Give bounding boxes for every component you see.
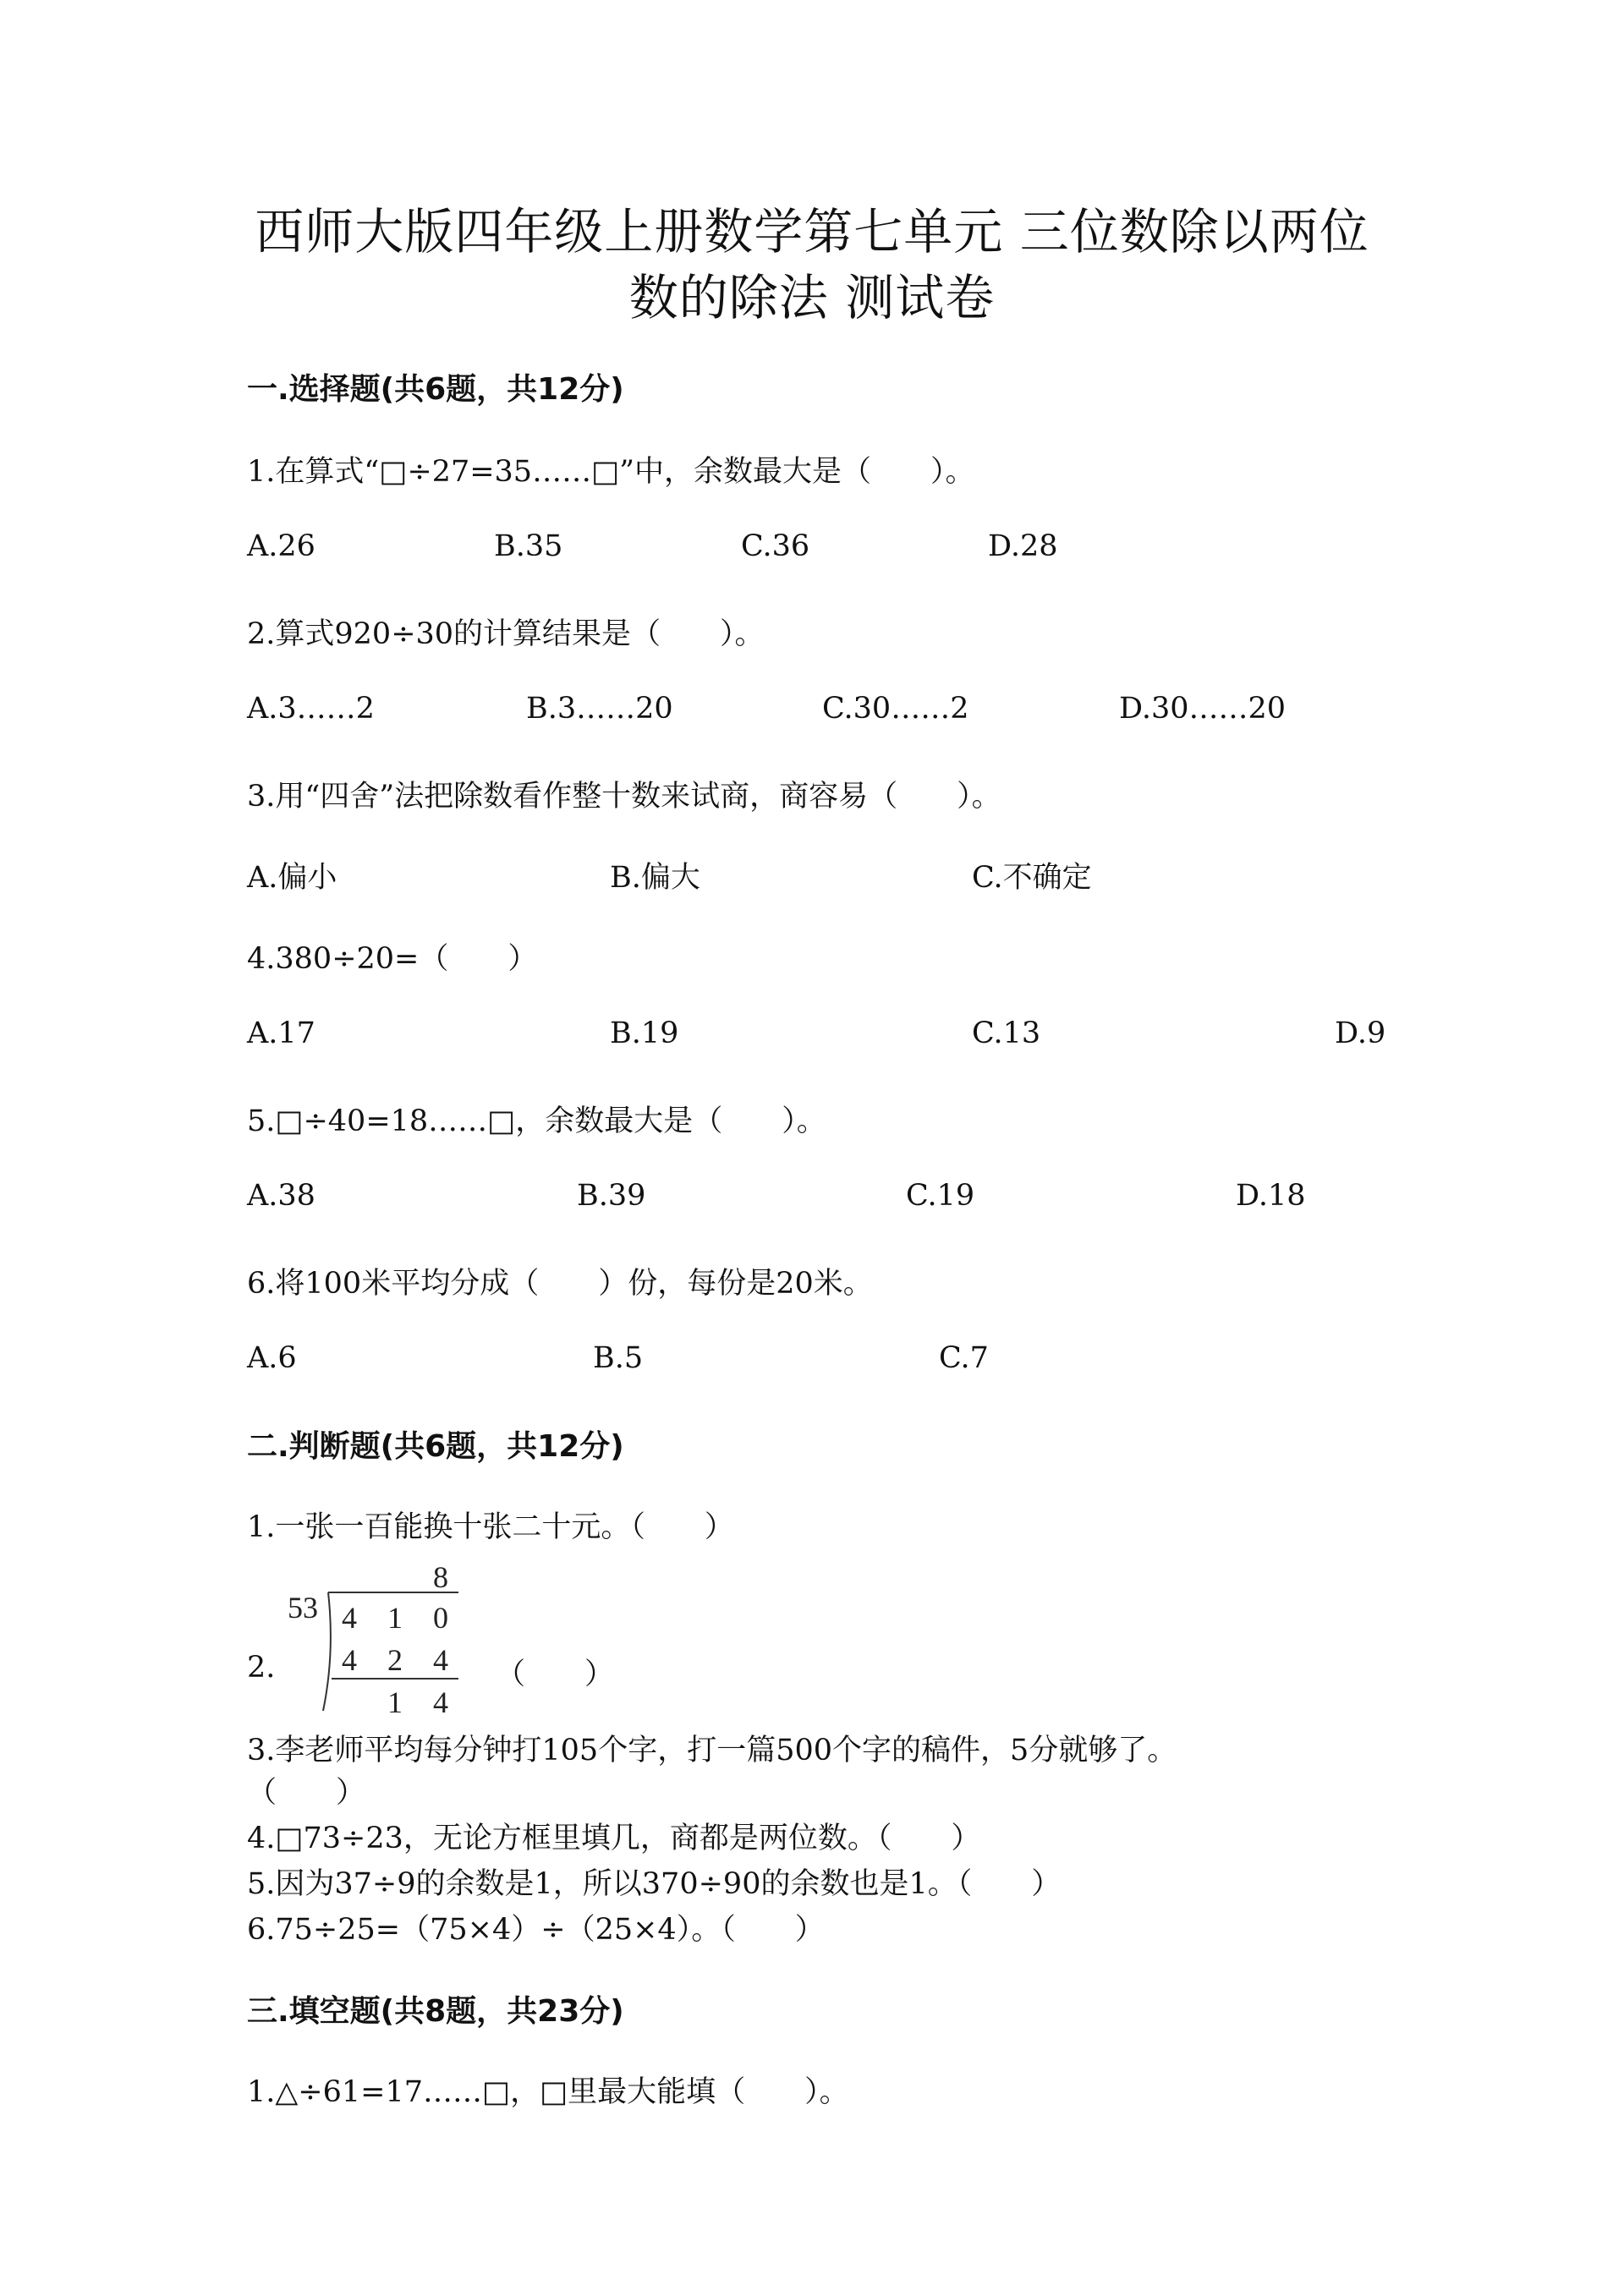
- choice-option: D.28: [988, 529, 1058, 563]
- choice-option: B.5: [593, 1341, 644, 1375]
- choice-question-5: 5.□÷40=18……□，余数最大是（ ）。: [247, 1104, 826, 1138]
- choice-option: C.36: [741, 529, 810, 563]
- choice-option: C.13: [972, 1016, 1041, 1050]
- choice-option: D.18: [1236, 1179, 1306, 1213]
- choice-option: C.19: [906, 1179, 975, 1213]
- judgement-question-4: 4.□73÷23，无论方框里填几，商都是两位数。（ ）: [247, 1822, 981, 1855]
- judgement-question-2-blank: （ ）: [496, 1658, 615, 1691]
- section-heading-choice: 一.选择题(共6题，共12分): [247, 372, 624, 407]
- division-dividend-digit: 0: [433, 1601, 448, 1635]
- choice-option: A.3……2: [247, 692, 375, 726]
- choice-option: B.偏大: [610, 861, 700, 895]
- choice-option: A.26: [247, 529, 315, 563]
- judgement-question-3-line-1: 3.李老师平均每分钟打105个字，打一篇500个字的稿件，5分就够了。: [247, 1734, 1177, 1767]
- choice-question-3: 3.用“四舍”法把除数看作整十数来试商，商容易（ ）。: [247, 780, 1001, 814]
- division-divisor: 53: [288, 1591, 318, 1625]
- choice-option: A.偏小: [247, 861, 337, 895]
- choice-option: B.35: [494, 529, 563, 563]
- section-heading-fill-blank: 三.填空题(共8题，共23分): [247, 1994, 624, 2029]
- division-remainder-digit: 4: [433, 1685, 448, 1719]
- choice-option: D.9: [1335, 1016, 1386, 1050]
- choice-question-6: 6.将100米平均分成（ ）份，每份是20米。: [247, 1267, 873, 1301]
- choice-option: A.38: [247, 1179, 315, 1213]
- choice-option: C.30……2: [822, 692, 969, 726]
- choice-question-1: 1.在算式“□÷27=35……□”中，余数最大是（ ）。: [247, 455, 975, 489]
- judgement-question-1: 1.一张一百能换十张二十元。（ ）: [247, 1510, 734, 1544]
- division-remainder-digit: 1: [387, 1685, 403, 1719]
- choice-option: D.30……20: [1119, 692, 1287, 726]
- choice-option: C.不确定: [972, 861, 1092, 895]
- judgement-question-6: 6.75÷25=（75×4）÷（25×4）。（ ）: [247, 1913, 825, 1947]
- fill-question-1: 1.△÷61=17……□，□里最大能填（ ）。: [247, 2075, 849, 2109]
- judgement-question-2-label: 2.: [247, 1651, 276, 1685]
- judgement-question-5: 5.因为37÷9的余数是1，所以370÷90的余数也是1。（ ）: [247, 1867, 1062, 1901]
- division-dividend-digit: 4: [342, 1601, 357, 1635]
- division-dividend-digit: 1: [387, 1601, 403, 1635]
- division-product-digit: 4: [342, 1643, 357, 1677]
- division-product-digit: 2: [387, 1643, 403, 1677]
- choice-question-2: 2.算式920÷30的计算结果是（ ）。: [247, 617, 765, 651]
- choice-option: B.19: [610, 1016, 679, 1050]
- choice-option: A.17: [247, 1016, 315, 1050]
- choice-option: C.7: [939, 1341, 989, 1375]
- page-title-line-1: 西师大版四年级上册数学第七单元 三位数除以两位: [255, 203, 1369, 260]
- long-division-diagram: [279, 1552, 474, 1721]
- judgement-question-3-line-2: （ ）: [247, 1776, 366, 1810]
- page-title-line-2: 数的除法 测试卷: [628, 269, 996, 326]
- choice-option: B.3……20: [526, 692, 673, 726]
- section-heading-judgement: 二.判断题(共6题，共12分): [247, 1429, 624, 1464]
- choice-option: A.6: [247, 1341, 297, 1375]
- division-quotient: 8: [433, 1560, 448, 1594]
- choice-question-4: 4.380÷20=（ ）: [247, 942, 538, 976]
- choice-option: B.39: [577, 1179, 646, 1213]
- division-product-digit: 4: [433, 1643, 448, 1677]
- division-bracket: [323, 1592, 331, 1711]
